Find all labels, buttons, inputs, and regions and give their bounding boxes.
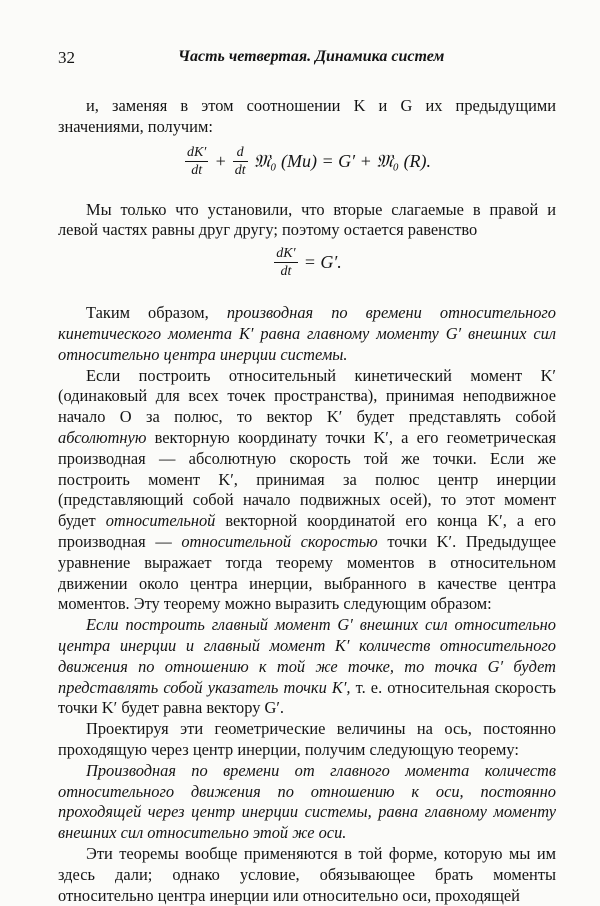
paragraph-3: Таким образом, производная по времени относительного кинетического момента K′ равна главному моменту G′ внешних сил относительно центра инерции системы. bbox=[58, 303, 556, 364]
paragraph-7: Производная по времени от главного момента количеств относительного движения по отношению к оси, постоянно проходящей через центр инерции системы, равна главному моменту внешних сил относительно этой же оси. bbox=[58, 760, 556, 843]
paragraph-2: Мы только что установили, что вторые слагаемые в правой и левой частях равны друг другу; поэтому остается равенство bbox=[58, 199, 556, 240]
page-body bbox=[58, 96, 556, 906]
equation-1-plus: + bbox=[214, 150, 227, 171]
paragraph-intro: и, заменяя в этом соотношении K и G их предыдущими значениями, получим: bbox=[58, 96, 556, 136]
paragraph-5: Если построить главный момент G′ внешних сил относительно центра инерции и главный момент K′ количеств относительного движения по отношению к той же точке, то точка G′ будет представлять собой указатель точки K′, т. е. относительная скорость точки K′ будет равна вектору G′. bbox=[58, 615, 556, 718]
equation-1 bbox=[58, 144, 556, 192]
equation-1-fraction-a: $\frac{dK'}{dt}$ bbox=[186, 144, 207, 178]
equation-2 bbox=[58, 245, 556, 291]
page-number: 32 bbox=[58, 48, 75, 67]
page-header bbox=[58, 44, 552, 72]
paragraph-8: Эти теоремы вообще применяются в той форме, которую мы им здесь дали; однако условие, обязывающее брать моменты относительно центра инерции или относительно оси, проходящей bbox=[58, 843, 556, 905]
equation-1-rest: 𝔐₀ (Mu) = G′ + 𝔐₀ (R). bbox=[253, 150, 432, 171]
paragraph-4: Если построить относительный кинетический момент K′ (одинаковый для всех точек пространства), принимая неподвижное начало O за полюс, то вектор K′ будет представлять собой абсолютную векторную координату точки K′, а его геометрическая производная — абсолютную скорость той же точки. Если же построить момент K′, принимая за полюс центр инерции (представляющий собой начало подвижных осей), то этот момент будет относительной векторной координатой его конца K′, а его производная — относительной скоростью точки K′. Предыдущее уравнение выражает тогда теорему моментов в относительном движении около центра инерции, выбранного в качестве центра моментов. Эту теорему можно выразить следующим образом: bbox=[58, 365, 556, 614]
paragraph-6: Проектируя эти геометрические величины на ось, постоянно проходящую через центр инерции, получим следующую теорему: bbox=[58, 719, 556, 759]
equation-2-fraction: $\frac{dK'}{dt}$ bbox=[276, 246, 296, 280]
equation-1-fraction-b: $\frac{d}{dt}$ bbox=[234, 144, 246, 178]
running-title: Часть четвертая. Динамика систем bbox=[178, 48, 445, 65]
equation-2-rest: = G′. bbox=[303, 252, 342, 273]
